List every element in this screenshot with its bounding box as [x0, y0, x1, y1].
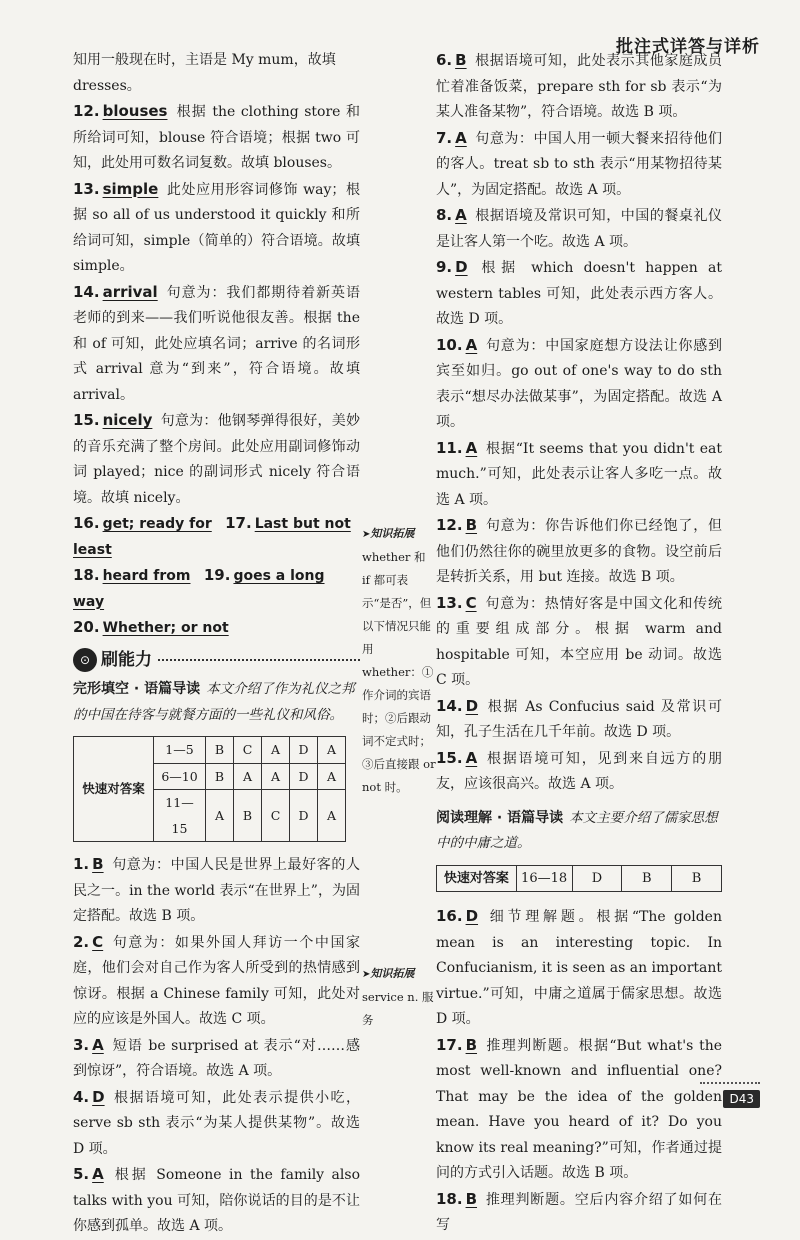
cloze-entry-15: [436, 746, 722, 798]
page-number: D43: [723, 1090, 760, 1108]
entry-number: 16.: [73, 514, 100, 532]
table-cell: A: [206, 790, 234, 842]
cloze-entry-2: [73, 930, 360, 1033]
table-cell: B: [206, 763, 234, 790]
side-note-whether: [362, 522, 436, 799]
cloze-entry-12: [436, 513, 722, 591]
entry-number: 13.: [436, 593, 463, 612]
table-cell: C: [234, 737, 262, 764]
table-cell: B: [672, 865, 722, 892]
entry-explanation: 根据语境及常识可知，中国的餐桌礼仪是让客人第一个吃。故选 A 项。: [436, 208, 722, 250]
table-row: [74, 737, 346, 764]
intro-line: dresses。: [73, 77, 141, 94]
cloze-entry-1: [73, 852, 360, 930]
guide-label: 阅读理解 · 语篇导读: [436, 809, 564, 826]
entry-answer: D: [465, 696, 479, 715]
entry-number: 20.: [73, 618, 100, 636]
reading-entry-17: [436, 1033, 722, 1187]
entry-answer: A: [465, 438, 478, 457]
entry-answer: D: [92, 1087, 105, 1106]
tip-header: [362, 962, 436, 986]
intro-line: 知用一般现在时，主语是 My mum，故填: [73, 52, 336, 68]
table-cell: A: [318, 737, 346, 764]
entry-answer: A: [455, 206, 467, 224]
entry-number: 17.: [436, 1035, 463, 1054]
entry-number: 14.: [436, 696, 463, 715]
entry-answer: B: [465, 516, 478, 534]
entry-number: 4.: [73, 1087, 90, 1106]
entry-answer: B: [465, 1035, 478, 1054]
entry-number: 2.: [73, 932, 90, 951]
short-answer-row: [73, 511, 360, 563]
arrow-icon: ➤: [362, 529, 371, 540]
entry-number: 15.: [436, 748, 463, 767]
quick-answer-table: [73, 736, 346, 842]
entry-number: 3.: [73, 1035, 90, 1054]
entry-explanation: 句意为：我们都期待着新英语老师的到来——我们听说他很友善。根据 the 和 of 可知，此处应填名词；arrive 的名词形式 arrival 意为“到来”，符合语境。故填 arrival。: [73, 284, 360, 403]
table-range: 6—10: [154, 763, 206, 790]
entry-explanation: 句意为：中国人民是世界上最好客的人民之一。in the world 表示“在世界上”，为固定搭配。故选 B 项。: [73, 857, 360, 924]
entry-number: 6.: [436, 51, 453, 69]
answer-entry-12: [73, 99, 360, 177]
entry-answer: B: [92, 855, 104, 873]
table-cell: C: [262, 790, 290, 842]
entry-answer: B: [465, 1189, 478, 1208]
cloze-guide: [73, 677, 360, 728]
entry-answer: A: [465, 335, 478, 354]
entry-answer: D: [455, 258, 468, 276]
entry-answer: C: [92, 932, 104, 951]
tip-text: service n. 服务: [362, 990, 434, 1027]
cloze-entry-4: [73, 1085, 360, 1163]
entry-number: 15.: [73, 411, 100, 429]
table-label: 快速对答案: [74, 737, 154, 842]
quick-answer-table: [436, 865, 722, 893]
entry-explanation: 根据语境可知，此处表示提供小吃，serve sb sth 表示“为某人提供某物”。故选 D 项。: [73, 1089, 360, 1157]
entry-number: 8.: [436, 206, 453, 224]
table-cell: D: [290, 763, 318, 790]
entry-explanation: 根据语境可知，此处表示其他家庭成员忙着准备饭菜，prepare sth for sb 表示“为某人准备某物”，符合语境。故选 B 项。: [436, 53, 722, 120]
side-note-service: [362, 962, 436, 1032]
entry-answer: blouses: [102, 102, 168, 120]
table-cell: D: [572, 865, 622, 892]
entry-number: 14.: [73, 282, 100, 301]
table-cell: A: [318, 790, 346, 842]
entry-number: 18.: [436, 1189, 463, 1208]
table-row: [437, 865, 722, 892]
right-column: [436, 48, 722, 1239]
entry-explanation: 根据“It seems that you didn't eat much.”可知，此处表示让客人多吃一点。故选 A 项。: [436, 440, 722, 508]
entry-number: 12.: [73, 102, 100, 120]
entry-number: 5.: [73, 1165, 90, 1183]
cloze-entry-13: [436, 591, 722, 694]
entry-number: 18.: [73, 566, 100, 584]
entry-explanation: 根据 the clothing store 和所给词可知，blouse 符合语境；根据 two 可知，此处用可数名词复数。故填 blouses。: [73, 104, 360, 171]
tip-title: 知识拓展: [370, 527, 415, 540]
entry-answer: C: [465, 593, 477, 612]
table-cell: A: [262, 763, 290, 790]
entry-explanation: 此处应用形容词修饰 way；根据 so all of us understood it quickly 和所给词可知，simple（简单的）符合语境。故填 simple。: [73, 181, 360, 274]
tip-title: 知识拓展: [370, 967, 415, 980]
entry-answer: simple: [102, 179, 159, 198]
cloze-entry-6: [436, 48, 722, 126]
entry-answer: get; ready for: [102, 516, 212, 532]
entry-number: 16.: [436, 907, 463, 925]
section-header: [73, 648, 360, 674]
reading-guide: [436, 806, 722, 857]
table-cell: B: [206, 737, 234, 764]
entry-number: 12.: [436, 516, 463, 534]
entry-answer: A: [465, 748, 478, 767]
cloze-entry-11: [436, 436, 722, 514]
entry-number: 19.: [203, 566, 231, 584]
table-range: 1—5: [154, 737, 206, 764]
tip-text: whether 和 if 都可表示“是否”，但以下情况只能用 whether：①作介词的宾语时；②后跟动词不定式时；③后直接跟 or not 时。: [362, 550, 436, 794]
reading-entry-16: [436, 904, 722, 1033]
entry-explanation: 根据 Someone in the family also talks with you 可知，陪你说话的目的是不让你感到孤单。故选 A 项。: [73, 1167, 360, 1234]
entry-answer: nicely: [102, 411, 153, 429]
cloze-entry-14: [436, 694, 722, 746]
entry-answer: goes a long way: [73, 568, 325, 610]
entry-answer: D: [465, 907, 479, 925]
entry-answer: B: [455, 51, 467, 69]
entry-answer: A: [92, 1035, 104, 1054]
table-range: 16—18: [516, 865, 572, 892]
entry-number: 11.: [436, 438, 463, 457]
table-cell: D: [290, 790, 318, 842]
short-answer-row: [73, 563, 360, 615]
answer-entry-14: [73, 280, 360, 409]
short-answer-row: [73, 615, 360, 642]
entry-answer: heard from: [102, 568, 191, 584]
guide-text: 本文主要介绍了儒家思想中的中庸之道。: [436, 809, 718, 851]
entry-explanation: 推理判断题。根据“But what's the most well-known and influential one? That may be the idea of the golden mean. Have you heard of it? Do you know its real meaning?”可知，作者通过提问的方式引入话题。故选 B 项。: [436, 1037, 722, 1181]
answer-entry-15: [73, 408, 360, 511]
entry-explanation: 句意为：如果外国人拜访一个中国家庭，他们会对自己作为客人所受到的热情感到惊讶。根据 a Chinese family 可知，此处对应的应该是外国人。故选 C 项。: [73, 934, 360, 1027]
cloze-entry-5: [73, 1162, 360, 1240]
entry-number: 1.: [73, 855, 90, 873]
table-cell: B: [234, 790, 262, 842]
entry-number: 7.: [436, 128, 453, 147]
entry-explanation: 根据 which doesn't happen at western tables 可知，此处表示西方客人。故选 D 项。: [436, 260, 722, 327]
left-column: [73, 48, 360, 1240]
entry-explanation: 短语 be surprised at 表示“对……感到惊讶”，符合语境。故选 A 项。: [73, 1037, 360, 1079]
table-cell: B: [622, 865, 672, 892]
answer-entry-13: [73, 177, 360, 280]
table-cell: A: [234, 763, 262, 790]
cloze-entry-9: [436, 255, 722, 333]
tip-header: [362, 522, 436, 546]
table-cell: A: [318, 763, 346, 790]
table-cell: A: [262, 737, 290, 764]
table-cell: D: [290, 737, 318, 764]
entry-explanation: 句意为：你告诉他们你已经饱了，但他们仍然往你的碗里放更多的食物。设空前后是转折关系，用 but 连接。故选 B 项。: [436, 518, 722, 585]
entry-answer: A: [455, 128, 467, 147]
entry-answer: Whether; or not: [102, 620, 229, 636]
section-badge-icon: ⊙: [73, 648, 97, 672]
entry-number: 17.: [225, 514, 252, 532]
entry-explanation: 句意为：他钢琴弹得很好，美妙的音乐充满了整个房间。此处应用副词修饰动词 played；nice 的副词形式 nicely 符合语境。故填 nicely。: [73, 413, 360, 506]
cloze-entry-7: [436, 126, 722, 204]
cloze-entry-8: [436, 203, 722, 255]
entry-answer: arrival: [102, 282, 158, 301]
guide-label: 完形填空 · 语篇导读: [73, 681, 201, 697]
entry-answer: Last but not least: [73, 516, 351, 558]
entry-explanation: 句意为：热情好客是中国文化和传统的重要组成部分。根据 warm and hospitable 可知，本空应用 be 动词。故选 C 项。: [436, 595, 722, 688]
corner-dotted-line: [700, 1082, 760, 1084]
table-label: 快速对答案: [437, 865, 517, 892]
reading-entry-18: [436, 1187, 722, 1239]
entry-number: 13.: [73, 179, 100, 198]
entry-number: 9.: [436, 258, 453, 276]
arrow-icon: ➤: [362, 969, 371, 980]
cloze-entry-10: [436, 333, 722, 436]
entry-number: 10.: [436, 335, 463, 354]
page-header-title: 批注式详答与详析: [616, 37, 760, 57]
entry-explanation: 根据语境可知，见到来自远方的朋友，应该很高兴。故选 A 项。: [436, 750, 722, 792]
entry-answer: A: [92, 1165, 104, 1183]
entry-explanation: 根据 As Confucius said 及常识可知，孔子生活在几千年前。故选 D 项。: [436, 698, 722, 740]
entry-explanation: 细节理解题。根据“The golden mean is an interesting topic. In Confucianism, it is seen as an important virtue.”可知，中庸之道属于儒家思想。故选 D 项。: [436, 909, 723, 1027]
dotted-divider: [158, 659, 360, 661]
entry-explanation: 句意为：中国家庭想方设法让你感到宾至如归。go out of one's way to do sth 表示“想尽办法做某事”，为固定搭配。故选 A 项。: [436, 337, 722, 430]
table-range: 11—15: [154, 790, 206, 842]
entry-explanation: 句意为：中国人用一顿大餐来招待他们的客人。treat sb to sth 表示“用某物招待某人”，为固定搭配。故选 A 项。: [436, 130, 722, 198]
cloze-entry-3: [73, 1033, 360, 1085]
section-title: 刷能力: [101, 649, 152, 670]
guide-text: 本文介绍了作为礼仪之邦的中国在待客与就餐方面的一些礼仪和风俗。: [73, 681, 355, 723]
entry-explanation: 推理判断题。空后内容介绍了如何在写: [436, 1191, 722, 1233]
